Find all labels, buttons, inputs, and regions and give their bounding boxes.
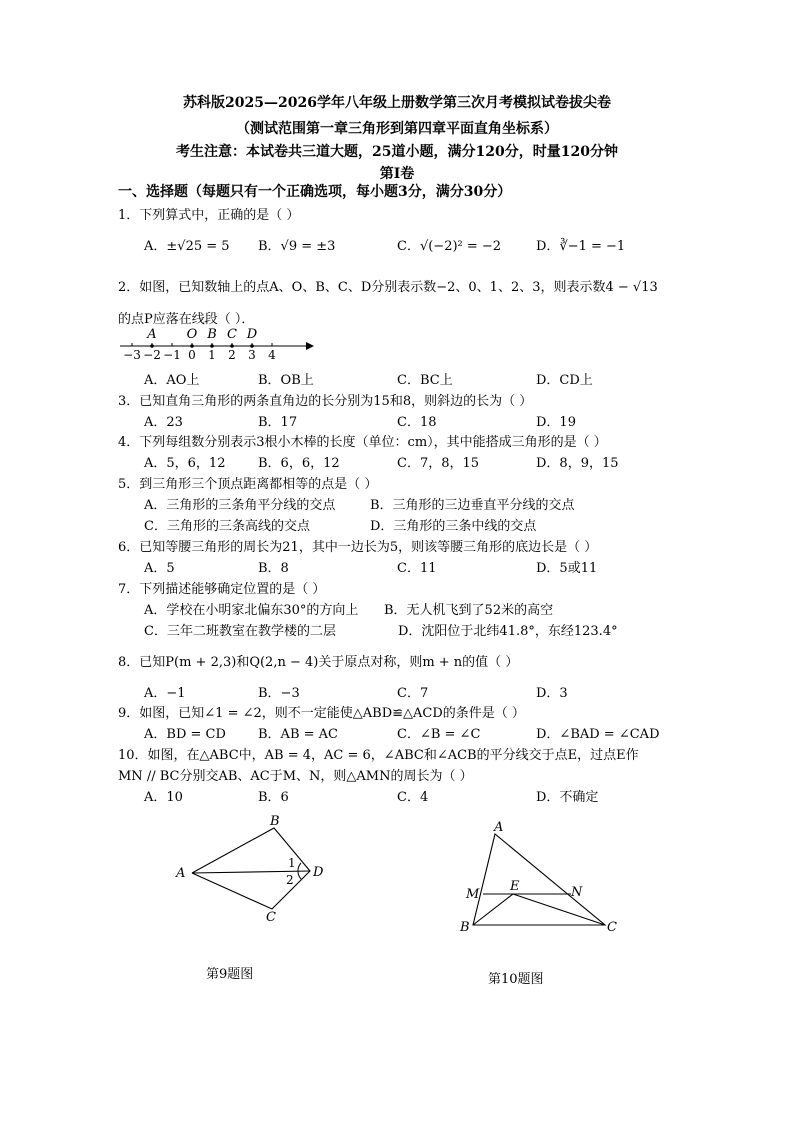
fig10-label-b: B	[460, 920, 470, 935]
q6-option-b: B．8	[258, 561, 289, 576]
number-line-tick-label: 1	[208, 348, 216, 362]
q2-option-c: C．BC上	[397, 373, 453, 388]
q5-option-b: B．三角形的三边垂直平分线的交点	[370, 498, 575, 513]
fig10-label-m: M	[466, 887, 480, 902]
q2-stem-line2: 的点P应落在线段（ ）．	[118, 312, 255, 327]
q9-option-a: A．BD = CD	[144, 727, 226, 742]
q3-stem: 3．已知直角三角形的两条直角边的长分别为15和8，则斜边的长为（ ）	[118, 394, 533, 409]
fig10-triangle-abc	[473, 834, 605, 925]
number-line-point	[210, 344, 214, 348]
q4-stem: 4．下列每组数分别表示3根小木棒的长度（单位：cm），其中能搭成三角形的是（ ）	[118, 435, 607, 450]
q3-option-a: A．23	[144, 415, 183, 430]
volume-label: 第Ⅰ卷	[379, 166, 415, 182]
number-line-tick-label: −3	[123, 348, 141, 362]
q5-option-d: D．三角形的三条中线的交点	[370, 519, 537, 534]
exam-title: 苏科版2025—2026学年八年级上册数学第三次月考模拟试卷拔尖卷	[183, 95, 611, 111]
number-line-figure	[118, 326, 318, 362]
q7-option-b: B．无人机飞到了52米的高空	[384, 603, 554, 618]
q6-option-d: D．5或11	[536, 561, 598, 576]
q5-option-c: C．三角形的三条高线的交点	[144, 519, 310, 534]
fig9-label-d: D	[313, 865, 324, 880]
q2-option-d: D．CD上	[536, 373, 593, 388]
number-line-point-label: O	[186, 327, 198, 342]
fig9-label-a: A	[176, 866, 186, 881]
q10-stem-line1: 10．如图，在△ABC中，AB = 4，AC = 6，∠ABC和∠ACB的平分线交于点E，过点E作	[118, 748, 639, 763]
q9-option-d: D．∠BAD = ∠CAD	[536, 727, 660, 742]
fig10-label-a: A	[494, 820, 504, 835]
number-line-point	[250, 344, 254, 348]
q6-option-c: C．11	[397, 561, 437, 576]
number-line-point-label: C	[227, 327, 237, 342]
q1-option-d: D．∛−1 = −1	[536, 239, 626, 254]
q8-option-c: C．7	[397, 686, 429, 701]
q3-option-b: B．17	[258, 415, 298, 430]
q5-option-a: A．三角形的三条角平分线的交点	[144, 498, 336, 513]
q10-option-b: B．6	[258, 790, 289, 805]
q10-option-d: D．不确定	[536, 790, 599, 805]
exam-notice: 考生注意：本试卷共三道大题，25道小题，满分120分，时量120分钟	[176, 144, 618, 160]
q5-stem: 5．到三角形三个顶点距离都相等的点是（ ）	[118, 477, 378, 492]
fig9-label-b: B	[270, 815, 280, 829]
q1-option-c: C．√(−2)² = −2	[397, 239, 502, 254]
figure-10-caption: 第10题图	[488, 972, 544, 987]
q9-option-b: B．AB = AC	[258, 727, 338, 742]
q8-option-b: B．−3	[258, 686, 300, 701]
q10-option-c: C．4	[397, 790, 429, 805]
fig10-label-e: E	[510, 879, 520, 894]
q10-stem-line2: MN // BC分别交AB、AC于M、N，则△AMN的周长为（ ）	[118, 769, 473, 784]
number-line-tick-label: 3	[248, 348, 256, 362]
q8-stem: 8．已知P(m + 2,3)和Q(2,n − 4)关于原点对称，则m + n的值（ ）	[118, 655, 519, 670]
q7-option-d: D．沈阳位于北纬41.8°，东经123.4°	[398, 624, 618, 639]
number-line-tick-label: 2	[228, 348, 236, 362]
q2-option-b: B．OB上	[258, 373, 314, 388]
number-line-tick-label: −1	[163, 348, 181, 362]
fig9-label-1: 1	[288, 856, 296, 870]
q2-stem-line1: 2．如图，已知数轴上的点A、O、B、C、D分别表示数−2、0、1、2、3，则表示数4 − √13	[118, 280, 658, 295]
q7-stem: 7．下列描述能够确定位置的是（ ）	[118, 582, 326, 597]
q7-option-a: A．学校在小明家北偏东30°的方向上	[144, 603, 359, 618]
number-line-point	[150, 344, 154, 348]
q9-stem: 9．如图，已知∠1 = ∠2，则不一定能使△ABD≌△ACD的条件是（ ）	[118, 706, 525, 721]
q8-option-d: D．3	[536, 686, 568, 701]
fig9-label-c: C	[266, 910, 276, 925]
number-line-point-label: D	[246, 327, 258, 342]
q2-option-a: A．AO上	[144, 373, 200, 388]
fig9-label-2: 2	[286, 873, 294, 887]
q9-option-c: C．∠B = ∠C	[397, 727, 481, 742]
fig10-label-c: C	[607, 920, 617, 935]
q1-option-a: A．±√25 = 5	[144, 239, 230, 254]
exam-scope: （测试范围第一章三角形到第四章平面直角坐标系）	[236, 121, 558, 137]
number-line-arrow	[306, 342, 314, 350]
q3-option-c: C．18	[397, 415, 437, 430]
number-line-tick-label: 4	[268, 348, 276, 362]
number-line-tick-label: −2	[143, 348, 161, 362]
section-heading: 一、选择题（每题只有一个正确选项，每小题3分，满分30分）	[118, 184, 512, 200]
q8-option-a: A．−1	[144, 686, 186, 701]
q10-option-a: A．10	[144, 790, 183, 805]
q7-option-c: C．三年二班教室在教学楼的二层	[144, 624, 336, 639]
q3-option-d: D．19	[536, 415, 576, 430]
number-line-point	[230, 344, 234, 348]
figure-10-diagram	[455, 818, 625, 938]
number-line-point	[190, 344, 194, 348]
q6-option-a: A．5	[144, 561, 175, 576]
number-line-point-label: A	[147, 327, 157, 342]
q4-option-d: D．8，9，15	[536, 456, 619, 471]
q1-stem: 1．下列算式中，正确的是（ ）	[118, 208, 300, 223]
figure-9-diagram	[170, 815, 330, 925]
fig10-label-n: N	[571, 885, 583, 900]
number-line-point-label: B	[207, 327, 217, 342]
q4-option-b: B．6，6，12	[258, 456, 340, 471]
number-line-tick-label: 0	[188, 348, 196, 362]
q4-option-a: A．5，6，12	[144, 456, 226, 471]
q1-option-b: B．√9 = ±3	[258, 239, 336, 254]
fig10-segment-ce	[513, 894, 605, 925]
figure-9-caption: 第9题图	[206, 967, 254, 982]
q6-stem: 6．已知等腰三角形的周长为21，其中一边长为5，则该等腰三角形的底边长是（ ）	[118, 540, 598, 555]
q4-option-c: C．7，8，15	[397, 456, 480, 471]
